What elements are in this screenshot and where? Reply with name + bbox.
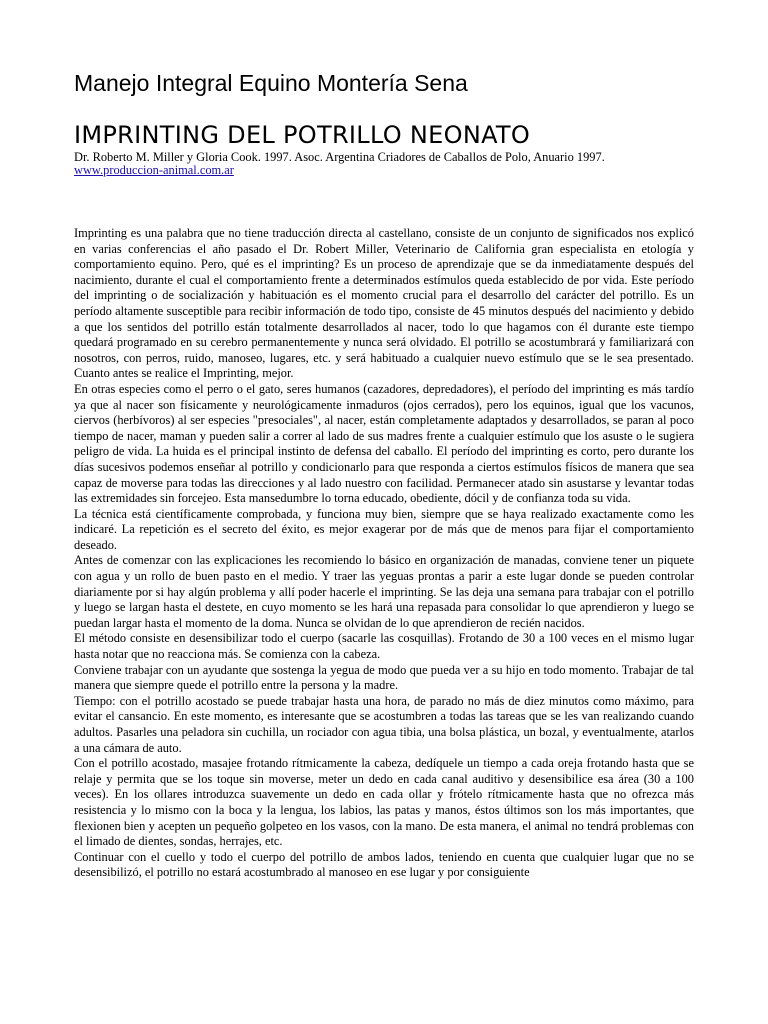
article-citation: Dr. Roberto M. Miller y Gloria Cook. 1997. Asoc. Argentina Criadores de Caballos de Polo, Anuario 1997.	[74, 150, 605, 164]
paragraph: Tiempo: con el potrillo acostado se puede trabajar hasta una hora, de parado no más de diez minutos como máximo, para evitar el cansancio. En este momento, es interesante que se acostumbren a todas las tareas que se les van realizando cuando adultos. Pasarles una peladora sin cuchilla, un rociador con agua tibia, una bolsa plástica, un bozal, y eventualmente, atarlos a una cámara de auto.	[74, 693, 694, 755]
article-title: IMPRINTING DEL POTRILLO NEONATO	[74, 121, 531, 149]
paragraph: La técnica está científicamente comprobada, y funciona muy bien, siempre que se haya realizado exactamente como les indicaré. La repetición es el secreto del éxito, es mejor exagerar por de más que de menos para fijar el comportamiento deseado.	[74, 506, 694, 552]
paragraph: Continuar con el cuello y todo el cuerpo del potrillo de ambos lados, teniendo en cuenta que cualquier lugar que no se desensibilizó, el potrillo no estará acostumbrado al manoseo en ese lugar y por consiguiente	[74, 849, 694, 880]
document-header-title: Manejo Integral Equino Montería Sena	[74, 70, 468, 96]
paragraph: Conviene trabajar con un ayudante que sostenga la yegua de modo que pueda ver a su hijo en todo momento. Trabajar de tal manera que siempre quede el potrillo entre la persona y la madre.	[74, 662, 694, 693]
article-body	[74, 226, 694, 881]
source-link[interactable]: www.produccion-animal.com.ar	[74, 163, 234, 177]
paragraph: Con el potrillo acostado, masajee frotando rítmicamente la cabeza, dedíquele un tiempo a cada oreja frotando hasta que se relaje y permita que se los toque sin moverse, meter un dedo en cada canal auditivo y desensibilice esa área (30 a 100 veces). En los ollares introduzca suavemente un dedo en cada ollar y frótelo rítmicamente hasta que no ofrezca más resistencia y lo mismo con la boca y la lengua, los labios, las patas y manos, éstos últimos son los más importantes, que flexionen bien y acepten un pequeño golpeteo en los vasos, con la mano. De esta manera, el animal no tendrá problemas con el limado de dientes, sondas, herrajes, etc.	[74, 756, 694, 849]
paragraph: Imprinting es una palabra que no tiene traducción directa al castellano, consiste de un conjunto de significados nos explicó en varias conferencias el año pasado el Dr. Robert Miller, Veterinario de California gran especialista en etología y comportamiento equino. Pero, qué es el imprinting? Es un proceso de aprendizaje que se da inmediatamente después del nacimiento, durante el cual el comportamiento frente a determinados estímulos queda establecido de por vida. Este período del imprinting o de socialización y habituación es el momento crucial para el desarrollo del carácter del potrillo. Es un período altamente susceptible para recibir información de todo tipo, consiste de 45 minutos después del nacimiento y debido a que los sentidos del potrillo están totalmente desarrollados al nacer, todo lo que hagamos con él durante este tiempo quedará programado en su cerebro permanentemente y nunca será olvidado. El potrillo se acostumbrará y familiarizará con nosotros, con perros, ruido, manoseo, lugares, etc. y será habituado a cualquier nuevo estímulo que se le sea presentado. Cuanto antes se realice el Imprinting, mejor.	[74, 226, 694, 381]
paragraph: El método consiste en desensibilizar todo el cuerpo (sacarle las cosquillas). Frotando de 30 a 100 veces en el mismo lugar hasta notar que no reacciona más. Se comienza con la cabeza.	[74, 631, 694, 662]
paragraph: Antes de comenzar con las explicaciones les recomiendo lo básico en organización de manadas, conviene tener un piquete con agua y un rollo de buen pasto en el medio. Y traer las yeguas prontas a parir a este lugar donde se pueden controlar diariamente por si hay algún problema y allí poder hacerle el imprinting. Se las deja una semana para trabajar con el potrillo y luego se largan hasta el destete, en cuyo momento se les hará una repasada para consolidar lo que aprendieron y luego se puedan largar hasta el momento de la doma. Nunca se olvidan de lo que aprendieron de recién nacidos.	[74, 553, 694, 630]
paragraph: En otras especies como el perro o el gato, seres humanos (cazadores, depredadores), el período del imprinting es más tardío ya que al nacer son físicamente y neurológicamente inmaduros (ojos cerrados), pero los equinos, igual que los vacunos, ciervos (herbívoros) al ser especies "presociales", al nacer, están completamente adaptados y desarrollados, se paran al poco tiempo de nacer, maman y pueden salir a correr al lado de sus madres frente a cualquier estímulo que los asuste o le sugiera peligro de vida. La huida es el principal instinto de defensa del caballo. El período del imprinting es corto, pero durante los días sucesivos podemos enseñar al potrillo y condicionarlo para que responda a ciertos estímulos físicos de manera que sea capaz de moverse para todas las direcciones y al lado nuestro con facilidad. Permanecer atado sin asustarse y levantar todas las extremidades sin forcejeo. Esta mansedumbre lo torna educado, obediente, dócil y de confianza toda su vida.	[74, 381, 694, 506]
